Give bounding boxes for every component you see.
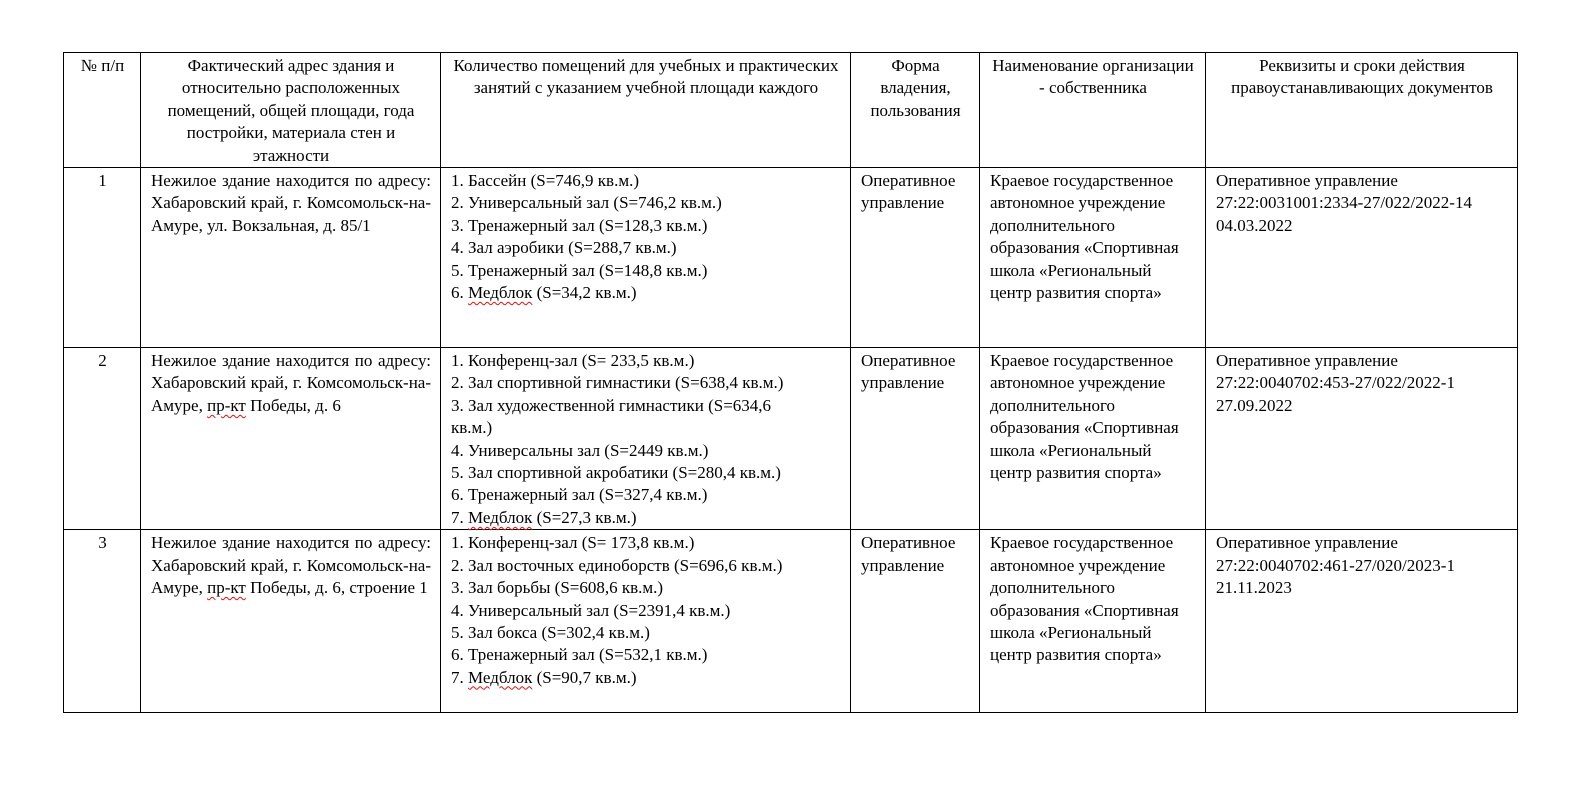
room-item: 5. Зал бокса (S=302,4 кв.м.) — [451, 622, 650, 642]
room-rest: (S=90,7 кв.м.) — [532, 667, 637, 687]
room-item: 5. Тренажерный зал (S=148,8 кв.м.) — [451, 260, 708, 280]
doc-number: 27:22:0031001:2334-27/022/2022-14 — [1216, 193, 1472, 213]
address-cell — [141, 530, 441, 713]
room-item: 1. Бассейн (S=746,9 кв.м.) — [451, 171, 640, 191]
room-item: 4. Зал аэробики (S=288,7 кв.м.) — [451, 238, 677, 258]
facilities-table — [63, 52, 1518, 713]
row-number: 1 — [64, 168, 141, 348]
header-num: № п/п — [64, 53, 141, 168]
room-item: 4. Универсальный зал (S=2391,4 кв.м.) — [451, 600, 731, 620]
spellcheck-word: Медблок — [468, 667, 533, 687]
room-item: 3. Тренажерный зал (S=128,3 кв.м.) — [451, 215, 708, 235]
room-item: 4. Универсальны зал (S=2449 кв.м.) — [451, 440, 709, 460]
address-tail: Победы, д. 6, строение 1 — [245, 578, 428, 598]
room-prefix: 7. — [451, 667, 468, 687]
header-address: Фактический адрес здания и относительно расположенных помещений, общей площади, года постройки, материала стен и этажности — [141, 53, 441, 168]
room-prefix: 6. — [451, 283, 468, 303]
rooms-cell — [441, 168, 851, 348]
table-row — [64, 168, 1518, 348]
room-item: 2. Зал восточных единоборств (S=696,6 кв.м.) — [451, 555, 783, 575]
ownership-cell: Оперативное управление — [851, 530, 980, 713]
doc-date: 27.09.2022 — [1216, 395, 1293, 415]
spellcheck-word: Медблок — [468, 283, 533, 303]
owner-cell: Краевое государственное автономное учреждение дополнительного образования «Спортивная школа «Региональный центр развития спорта» — [980, 168, 1206, 348]
doc-number: 27:22:0040702:461-27/020/2023-1 — [1216, 555, 1455, 575]
ownership-cell: Оперативное управление — [851, 348, 980, 530]
documents-cell — [1206, 530, 1518, 713]
spellcheck-word: пр-кт — [207, 395, 246, 415]
room-item: 6. Тренажерный зал (S=532,1 кв.м.) — [451, 645, 708, 665]
room-item: 2. Зал спортивной гимнастики (S=638,4 кв.м.) — [451, 373, 784, 393]
rooms-cell — [441, 348, 851, 530]
doc-type: Оперативное управление — [1216, 351, 1398, 371]
room-item: 3. Зал художественной гимнастики (S=634,6 кв.м.) — [451, 395, 772, 438]
doc-date: 04.03.2022 — [1216, 215, 1293, 235]
address-text: Нежилое здание находится по адресу: Хабаровский край, г. Комсомольск-на-Амуре, — [151, 351, 431, 415]
table-row — [64, 348, 1518, 530]
header-documents: Реквизиты и сроки действия правоустанавливающих документов — [1206, 53, 1518, 168]
documents-cell — [1206, 348, 1518, 530]
doc-number: 27:22:0040702:453-27/022/2022-1 — [1216, 373, 1455, 393]
row-number: 2 — [64, 348, 141, 530]
row-number: 3 — [64, 530, 141, 713]
address-text: Нежилое здание находится по адресу: Хабаровский край, г. Комсомольск-на-Амуре, — [151, 533, 431, 598]
room-item: 2. Универсальный зал (S=746,2 кв.м.) — [451, 193, 722, 213]
spellcheck-word: Медблок — [468, 507, 533, 527]
address-cell — [141, 348, 441, 530]
table-row — [64, 530, 1518, 713]
room-item: 1. Конференц-зал (S= 233,5 кв.м.) — [451, 351, 695, 371]
rooms-cell — [441, 530, 851, 713]
room-item — [451, 667, 841, 689]
ownership-cell: Оперативное управление — [851, 168, 980, 348]
header-ownership: Форма владения, пользования — [851, 53, 980, 168]
doc-date: 21.11.2023 — [1216, 578, 1292, 598]
header-owner: Наименование организации - собственника — [980, 53, 1206, 168]
doc-type: Оперативное управление — [1216, 533, 1398, 553]
room-rest: (S=27,3 кв.м.) — [532, 507, 637, 527]
header-row — [64, 53, 1518, 168]
header-rooms: Количество помещений для учебных и практических занятий с указанием учебной площади каждого — [441, 53, 851, 168]
documents-cell — [1206, 168, 1518, 348]
spellcheck-word: пр-кт — [207, 578, 246, 598]
room-item — [451, 507, 841, 529]
room-item: 5. Зал спортивной акробатики (S=280,4 кв.м.) — [451, 463, 781, 483]
room-item: 1. Конференц-зал (S= 173,8 кв.м.) — [451, 533, 695, 553]
owner-cell: Краевое государственное автономное учреждение дополнительного образования «Спортивная школа «Региональный центр развития спорта» — [980, 530, 1206, 713]
room-prefix: 7. — [451, 507, 468, 527]
room-item — [451, 282, 841, 304]
room-item: 3. Зал борьбы (S=608,6 кв.м.) — [451, 578, 664, 598]
room-rest: (S=34,2 кв.м.) — [532, 283, 637, 303]
doc-type: Оперативное управление — [1216, 171, 1398, 191]
room-item: 6. Тренажерный зал (S=327,4 кв.м.) — [451, 485, 708, 505]
owner-cell: Краевое государственное автономное учреждение дополнительного образования «Спортивная школа «Региональный центр развития спорта» — [980, 348, 1206, 530]
address-cell: Нежилое здание находится по адресу: Хабаровский край, г. Комсомольск-на-Амуре, ул. Вокзальная, д. 85/1 — [141, 168, 441, 348]
address-tail: Победы, д. 6 — [245, 395, 341, 415]
